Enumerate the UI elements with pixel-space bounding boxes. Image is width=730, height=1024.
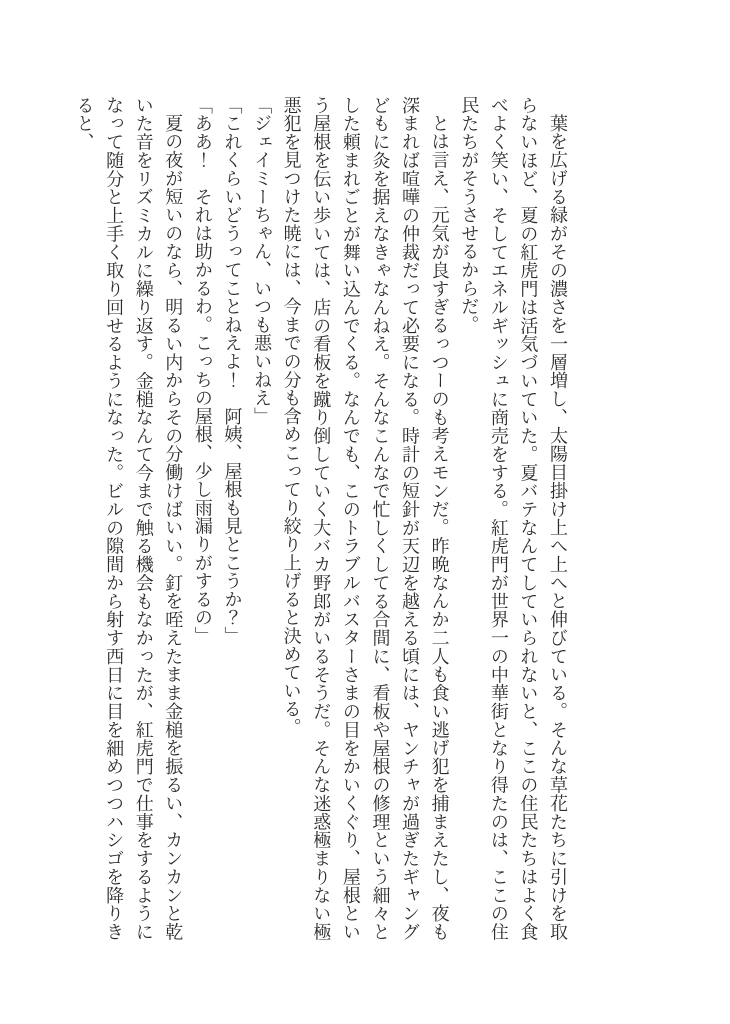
- text-body: [69, 96, 572, 941]
- paragraph-dialogue: 「ああ！ それは助かるわ。こっちの屋根、少し雨漏りがするの」: [191, 96, 213, 645]
- paragraph-narration: 夏の夜が短いのなら、明るい内からその分働けばいい。釘を咥えたまま金槌を振るい、カンカンと乾いた音をリズミカルに繰り返す。金槌なんて今まで触る機会もなかったが、紅虎門で仕事をするようになって随分と上手く取り回せるようになった。ビルの隙間から射す西日に目を細めつつハシゴを降りきると、: [73, 96, 184, 941]
- paragraph-narration: とは言え、元気が良すぎるっつーのも考えモンだ。昨晩なんか二人も食い逃げ犯を捕まえたし、夜も深まれば喧嘩の仲裁だって必要になる。時計の短針が天辺を越える頃には、ヤンチャが過ぎたギャングどもに灸を据えなきゃなんねえ。そんなこんなで忙しくしてる合間に、看板や屋根の修理という細々とした頼まれごとが舞い込んでくる。なんでも、このトラブルバスターさまの目をかいくぐり、屋根という屋根を伝い歩いては、店の看板を蹴り倒していく大バカ野郎がいるそうだ。そんな迷惑極まりない極悪犯を見つけた暁には、今までの分も含めこってり絞り上げると決めている。: [280, 96, 450, 941]
- paragraph-narration: 葉を広げる緑がその濃さを一層増し、太陽目掛け上へ上へと伸びている。そんな草花たちに引けを取らないほど、夏の紅虎門は活気づいていた。夏バテなんてしていられないと、ここの住民たちはよく食べよく笑い、そしてエネルギッシュに商売をする。紅虎門が世界一の中華街となり得たのは、ここの住民たちがそうさせるからだ。: [458, 96, 568, 941]
- novel-page: [69, 96, 572, 941]
- paragraph-dialogue: 「これくらいどうってことねえよ！ 阿姨、屋根も見とこうか？」: [221, 96, 243, 645]
- paragraph-dialogue: 「ジェイミーちゃん、いつも悪いねえ」: [251, 96, 273, 426]
